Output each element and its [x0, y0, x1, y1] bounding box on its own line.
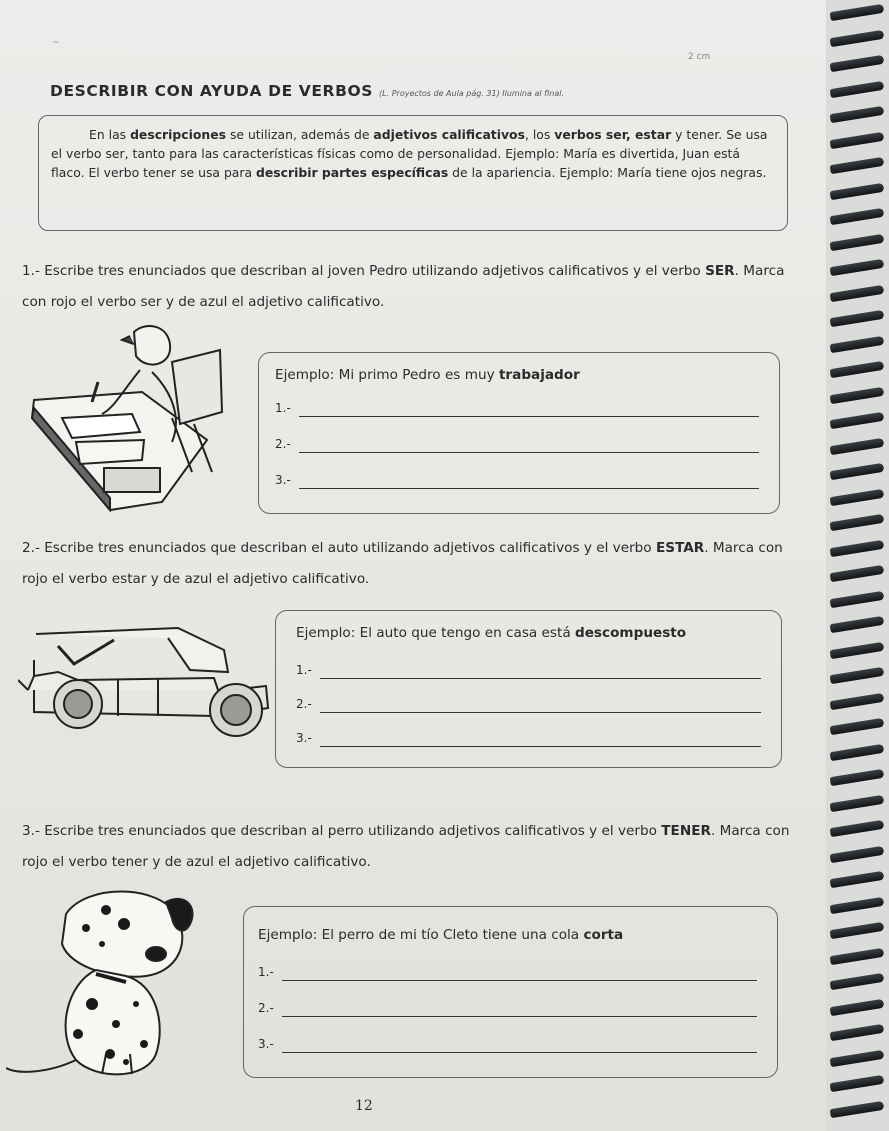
- spiral-coil: [830, 335, 885, 352]
- spiral-coil: [830, 259, 885, 276]
- answer-line-3[interactable]: 3.-: [296, 727, 761, 749]
- old-car-illustration: [18, 620, 273, 745]
- spiral-coil: [830, 692, 885, 709]
- pencil-mark: 2 cm: [688, 52, 711, 62]
- instruction-3: 3.- Escribe tres enunciados que describan al perro utilizando adjetivos calificativos y el verbo TENER. Marca con rojo el verbo tener y de azul el adjetivo calificativo.: [22, 823, 790, 870]
- spiral-coil: [830, 718, 885, 735]
- spiral-coil: [830, 1075, 885, 1092]
- spiral-coil: [830, 386, 885, 403]
- spiral-coil: [830, 157, 885, 174]
- spiral-coil: [830, 284, 885, 301]
- spiral-coil: [830, 871, 885, 888]
- answer-line-1[interactable]: 1.-: [258, 961, 757, 983]
- spiral-coil: [830, 565, 885, 582]
- spiral-coil: [830, 922, 885, 939]
- spiral-coil: [830, 743, 885, 760]
- spiral-coil: [830, 820, 885, 837]
- spiral-coil: [830, 1024, 885, 1041]
- spiral-coil: [830, 437, 885, 454]
- spiral-coil: [830, 896, 885, 913]
- spiral-coil: [830, 488, 885, 505]
- exercise-box-1: [258, 352, 780, 514]
- spiral-coil: [830, 1049, 885, 1066]
- boy-studying-illustration: [22, 322, 247, 512]
- example-sentence: Ejemplo: Mi primo Pedro es muy trabajador: [275, 367, 580, 383]
- spiral-coil: [830, 80, 885, 97]
- answer-line-1[interactable]: 1.-: [296, 659, 761, 681]
- spiral-coil: [830, 667, 885, 684]
- answer-line-2[interactable]: 2.-: [296, 693, 761, 715]
- answer-line-3[interactable]: 3.-: [275, 469, 759, 491]
- answer-line-2[interactable]: 2.-: [275, 433, 759, 455]
- spiral-coil: [830, 590, 885, 607]
- spiral-coil: [830, 310, 885, 327]
- spiral-coil: [830, 106, 885, 123]
- title-note: (L. Proyectos de Aula pág. 31) Ilumina al final.: [379, 89, 565, 98]
- spiral-coil: [830, 641, 885, 658]
- spiral-coil: [830, 233, 885, 250]
- spiral-coil: [830, 539, 885, 556]
- spiral-coil: [830, 4, 885, 21]
- spiral-coil: [830, 769, 885, 786]
- example-sentence: Ejemplo: El auto que tengo en casa está descompuesto: [296, 625, 687, 641]
- spiral-coil: [830, 463, 885, 480]
- example-sentence: Ejemplo: El perro de mi tío Cleto tiene una cola corta: [258, 927, 624, 943]
- spiral-coil: [830, 845, 885, 862]
- spiral-coil: [830, 182, 885, 199]
- spiral-coil: [830, 947, 885, 964]
- spiral-coil: [830, 616, 885, 633]
- spiral-coil: [830, 412, 885, 429]
- spiral-coil: [830, 361, 885, 378]
- spiral-coil: [830, 29, 885, 46]
- pencil-mark: ~: [52, 38, 60, 48]
- dalmatian-puppy-illustration: [6, 884, 201, 1089]
- instruction-1: 1.- Escribe tres enunciados que describan al joven Pedro utilizando adjetivos calificativos y el verbo SER. Marca con rojo el verbo ser y de azul el adjetivo calificativo.: [22, 263, 785, 310]
- spiral-coil: [830, 514, 885, 531]
- spiral-coil: [830, 794, 885, 811]
- spiral-coil: [830, 998, 885, 1015]
- spiral-coil: [830, 55, 885, 72]
- page-number: 12: [355, 1098, 373, 1114]
- intro-paragraph: En las descripciones se utilizan, además de adjetivos calificativos, los verbos ser, estar y tener. Se usa el verbo ser, tanto para las características físicas como de personalidad. Ejemplo: María es divertida, Juan está flaco. El verbo tener se usa para describir partes específicas de la apariencia. Ejemplo: María tiene ojos negras.: [51, 127, 768, 180]
- answer-line-2[interactable]: 2.-: [258, 997, 757, 1019]
- answer-line-1[interactable]: 1.-: [275, 397, 759, 419]
- instruction-2: 2.- Escribe tres enunciados que describan el auto utilizando adjetivos calificativos y el verbo ESTAR. Marca con rojo el verbo estar y de azul el adjetivo calificativo.: [22, 540, 783, 587]
- answer-line-3[interactable]: 3.-: [258, 1033, 757, 1055]
- spiral-binding: [826, 0, 889, 1131]
- spiral-coil: [830, 1100, 885, 1117]
- exercise-box-3: [243, 906, 778, 1078]
- exercise-box-2: [275, 610, 782, 768]
- intro-box: [38, 115, 788, 231]
- spiral-coil: [830, 208, 885, 225]
- spiral-coil: [830, 973, 885, 990]
- spiral-coil: [830, 131, 885, 148]
- page-title: DESCRIBIR CON AYUDA DE VERBOS (L. Proyectos de Aula pág. 31) Ilumina al final.: [50, 82, 565, 100]
